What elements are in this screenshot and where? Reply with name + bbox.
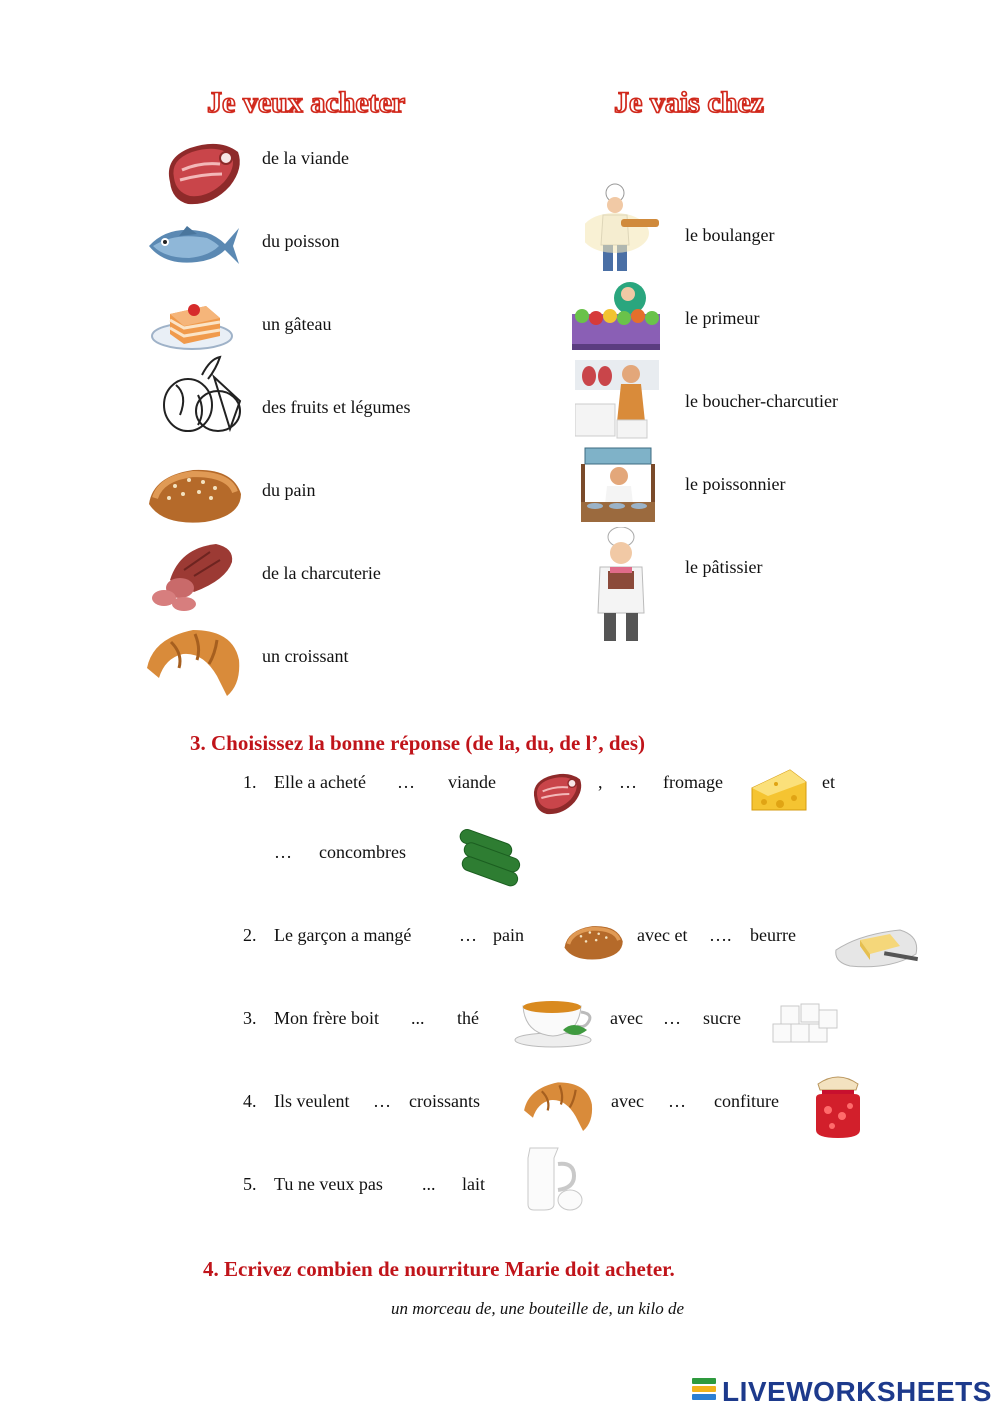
q1-blank-3[interactable]: … bbox=[274, 842, 292, 862]
q5-text-c: lait bbox=[462, 1174, 485, 1194]
q5-text-a: Tu ne veux pas bbox=[274, 1174, 383, 1194]
q2-text-e: beurre bbox=[750, 925, 796, 945]
liveworksheets-logo bbox=[692, 1376, 992, 1408]
bread-icon bbox=[145, 464, 243, 526]
shop-label-poissonnier: le poissonnier bbox=[685, 474, 786, 494]
croissant-icon bbox=[143, 624, 243, 700]
shop-label-patissier: le pâtissier bbox=[685, 557, 763, 577]
q2-text-d: avec et bbox=[637, 925, 688, 945]
food-label-croissant: un croissant bbox=[262, 646, 349, 666]
q2-text-a: Le garçon a mangé bbox=[274, 925, 412, 945]
q2-text-c: pain bbox=[493, 925, 524, 945]
q5-number: 5. bbox=[243, 1174, 257, 1194]
sausage-icon bbox=[150, 540, 236, 612]
liveworksheets-logo-icon bbox=[692, 1378, 718, 1406]
jam-jar-icon bbox=[810, 1070, 866, 1140]
q3-text-d: avec bbox=[610, 1008, 643, 1028]
milk-jug-icon bbox=[524, 1140, 586, 1214]
steak-small-icon bbox=[528, 768, 584, 820]
shop-label-primeur: le primeur bbox=[685, 308, 760, 328]
q1-blank-2[interactable]: … bbox=[619, 772, 637, 792]
butter-icon bbox=[830, 910, 924, 972]
baker-icon bbox=[585, 183, 661, 275]
section-4-hint: un morceau de, une bouteille de, un kilo de bbox=[391, 1299, 685, 1318]
butcher-icon bbox=[575, 360, 659, 440]
q3-text-a: Mon frère boit bbox=[274, 1008, 379, 1028]
sugar-cubes-icon bbox=[769, 994, 841, 1046]
food-label-viande: de la viande bbox=[262, 148, 349, 168]
liveworksheets-brand-text: LIVEWORKSHEETS bbox=[722, 1376, 992, 1407]
q4-text-a: Ils veulent bbox=[274, 1091, 350, 1111]
shop-label-boucher: le boucher-charcutier bbox=[685, 391, 839, 411]
q3-blank-1[interactable]: ... bbox=[411, 1008, 425, 1028]
q2-blank-2[interactable]: …. bbox=[709, 925, 732, 945]
q4-blank-1[interactable]: … bbox=[373, 1091, 391, 1111]
food-label-fruits-legumes: des fruits et légumes bbox=[262, 397, 411, 417]
steak-icon bbox=[160, 138, 244, 210]
cheese-icon bbox=[750, 766, 808, 816]
vegetables-outline-icon bbox=[158, 355, 246, 437]
food-label-gateau: un gâteau bbox=[262, 314, 332, 334]
q3-text-e: sucre bbox=[703, 1008, 741, 1028]
q2-number: 2. bbox=[243, 925, 257, 945]
cake-icon bbox=[150, 290, 236, 352]
pastry-chef-icon bbox=[592, 527, 650, 645]
heading-je-veux-acheter: Je veux acheter bbox=[207, 86, 406, 119]
q1-blank-1[interactable]: … bbox=[397, 772, 415, 792]
croissant-small-icon bbox=[521, 1078, 595, 1134]
food-label-charcuterie: de la charcuterie bbox=[262, 563, 381, 583]
tea-cup-icon bbox=[513, 990, 599, 1048]
q3-number: 3. bbox=[243, 1008, 257, 1028]
q5-blank-1[interactable]: ... bbox=[422, 1174, 436, 1194]
food-label-pain: du pain bbox=[262, 480, 316, 500]
q3-text-c: thé bbox=[457, 1008, 479, 1028]
heading-je-vais-chez: Je vais chez bbox=[614, 86, 764, 119]
q1-text-f: concombres bbox=[319, 842, 406, 862]
fishmonger-icon bbox=[577, 446, 659, 524]
shop-label-boulanger: le boulanger bbox=[685, 225, 775, 245]
q2-blank-1[interactable]: … bbox=[459, 925, 477, 945]
q4-blank-2[interactable]: … bbox=[668, 1091, 686, 1111]
q3-blank-2[interactable]: … bbox=[663, 1008, 681, 1028]
cucumbers-icon bbox=[455, 826, 527, 890]
q1-separator: , bbox=[598, 772, 603, 792]
section-3-title: 3. Choisissez la bonne réponse (de la, du, de l’, des) bbox=[190, 731, 646, 755]
section-4-title: 4. Ecrivez combien de nourriture Marie doit acheter. bbox=[203, 1257, 675, 1281]
q4-text-e: confiture bbox=[714, 1091, 779, 1111]
q1-text-e: et bbox=[822, 772, 835, 792]
q1-text-a: Elle a acheté bbox=[274, 772, 366, 792]
q1-text-c: viande bbox=[448, 772, 496, 792]
q1-number: 1. bbox=[243, 772, 257, 792]
q4-number: 4. bbox=[243, 1091, 257, 1111]
fish-icon bbox=[145, 222, 241, 268]
q4-text-c: croissants bbox=[409, 1091, 480, 1111]
food-label-poisson: du poisson bbox=[262, 231, 340, 251]
q4-text-d: avec bbox=[611, 1091, 644, 1111]
q1-text-d: fromage bbox=[663, 772, 723, 792]
greengrocer-icon bbox=[568, 280, 664, 354]
bread-small-icon bbox=[562, 922, 624, 962]
